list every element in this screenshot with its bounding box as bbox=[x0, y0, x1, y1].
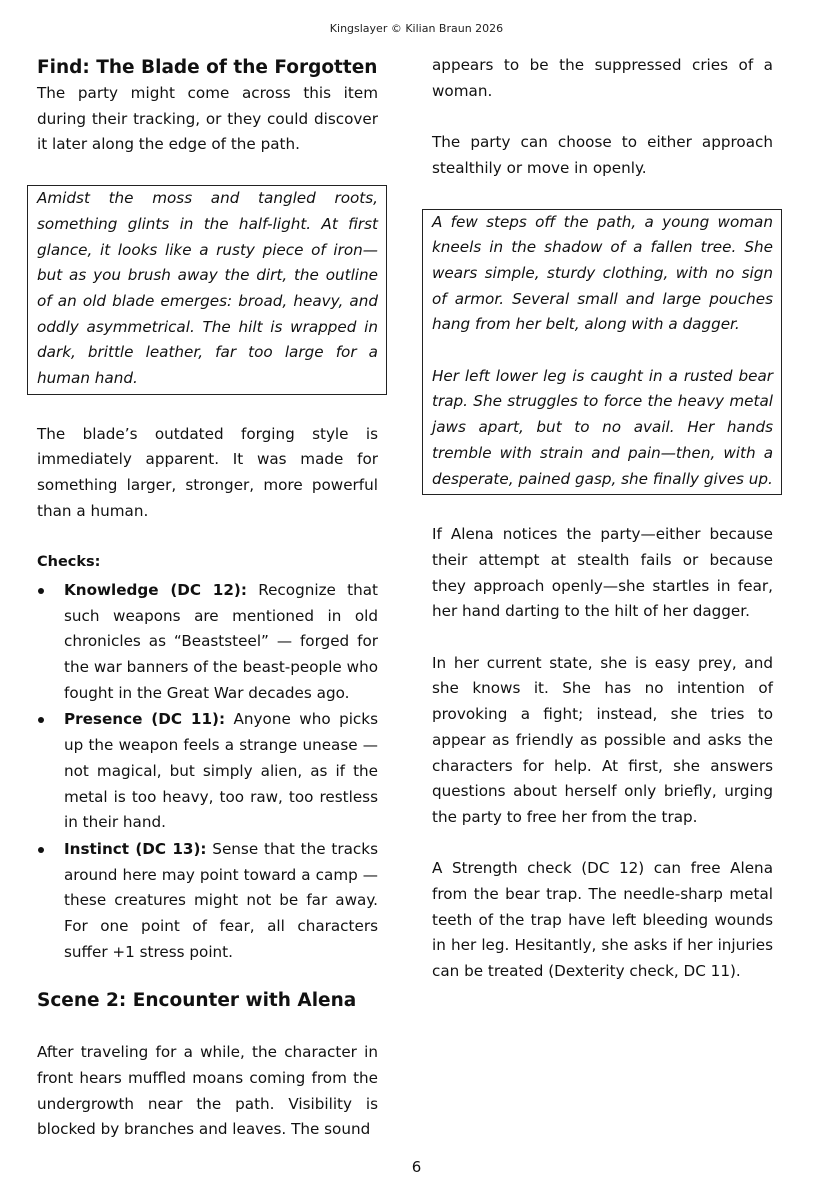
intro-paragraph: The party might come across this item during their tracking, or they could discover it later along the edge of the path. bbox=[37, 84, 378, 154]
alena-notices-paragraph: If Alena notices the party—either because their attempt at stealth fails or because they approach openly—she startles in fear, her hand darting to the hilt of her dagger. bbox=[432, 525, 773, 621]
alena-state-paragraph: In her current state, she is easy prey, and she knows it. She has no intention of provoking a fight; instead, she tries to appear as friendly as possible and asks the characters for help. At first, she answers questions about herself only briefly, urging the party to free her from the trap. bbox=[432, 653, 773, 826]
read-aloud-box-alena bbox=[422, 209, 782, 496]
read-aloud-box-blade bbox=[27, 185, 387, 395]
read-aloud-text: Amidst the moss and tangled roots, something glints in the half-light. At first glance, it looks like a rusty piece of iron—but as you brush away the dirt, the outline of an old blade emerges: broad, heavy, and oddly asymmetrical. The hilt is wrapped in dark, brittle leather, far too large for a human hand. bbox=[37, 189, 378, 388]
section-heading-blade: Find: The Blade of the Forgotten bbox=[37, 57, 378, 78]
scene2-paragraph: After traveling for a while, the character in front hears muffled moans coming from the undergrowth near the path. Visibility is blocked by branches and leaves. The sound bbox=[37, 1043, 378, 1139]
section-heading-scene2: Scene 2: Encounter with Alena bbox=[37, 990, 357, 1012]
left-column bbox=[37, 55, 378, 1143]
check-label: Instinct (DC 13): bbox=[64, 839, 207, 858]
check-item bbox=[64, 578, 378, 707]
blade-description: The blade’s outdated forging style is immediately apparent. It was made for something larger, stronger, more powerful than a human. bbox=[37, 424, 378, 520]
check-text: Anyone who picks up the weapon feels a strange unease — not magical, but simply alien, as if the metal is too heavy, too raw, too restless in their hand. bbox=[64, 710, 378, 832]
check-text: Recognize that such weapons are mentioned in old chronicles as “Beaststeel” — forged for the war banners of the beast-people who fought in the Great War decades ago. bbox=[64, 580, 379, 702]
check-label: Knowledge (DC 12): bbox=[64, 580, 247, 599]
scene2-continued: appears to be the suppressed cries of a woman. bbox=[432, 56, 773, 100]
checks-list bbox=[37, 578, 378, 966]
right-column bbox=[432, 53, 773, 985]
checks-title: Checks: bbox=[37, 554, 101, 571]
check-text: Sense that the tracks around here may point toward a camp — these creatures might not be far away. For one point of fear, all characters suffer +1 stress point. bbox=[64, 839, 378, 961]
strength-check-paragraph: A Strength check (DC 12) can free Alena from the bear trap. The needle-sharp metal teeth of the trap have left bleeding wounds in her leg. Hesitantly, she asks if her injuries can be treated (Dexterity check, DC 11). bbox=[432, 859, 773, 981]
read-aloud-text-1: A few steps off the path, a young woman kneels in the shadow of a fallen tree. She wears simple, sturdy clothing, with no sign of armor. Several small and large pouches hang from her belt, along with a dagger. bbox=[432, 212, 773, 334]
check-item bbox=[64, 707, 378, 836]
page-header: Kingslayer © Kilian Braun 2026 bbox=[329, 22, 504, 35]
check-label: Presence (DC 11): bbox=[64, 710, 226, 729]
read-aloud-text-2: Her left lower leg is caught in a rusted bear trap. She struggles to force the heavy metal jaws apart, but to no avail. Her hands tremble with strain and pain—then, with a desperate, pained gasp, she finally gives up. bbox=[432, 366, 773, 488]
approach-paragraph: The party can choose to either approach stealthily or move in openly. bbox=[432, 133, 773, 177]
check-item bbox=[64, 837, 378, 966]
page-number: 6 bbox=[411, 1158, 422, 1176]
